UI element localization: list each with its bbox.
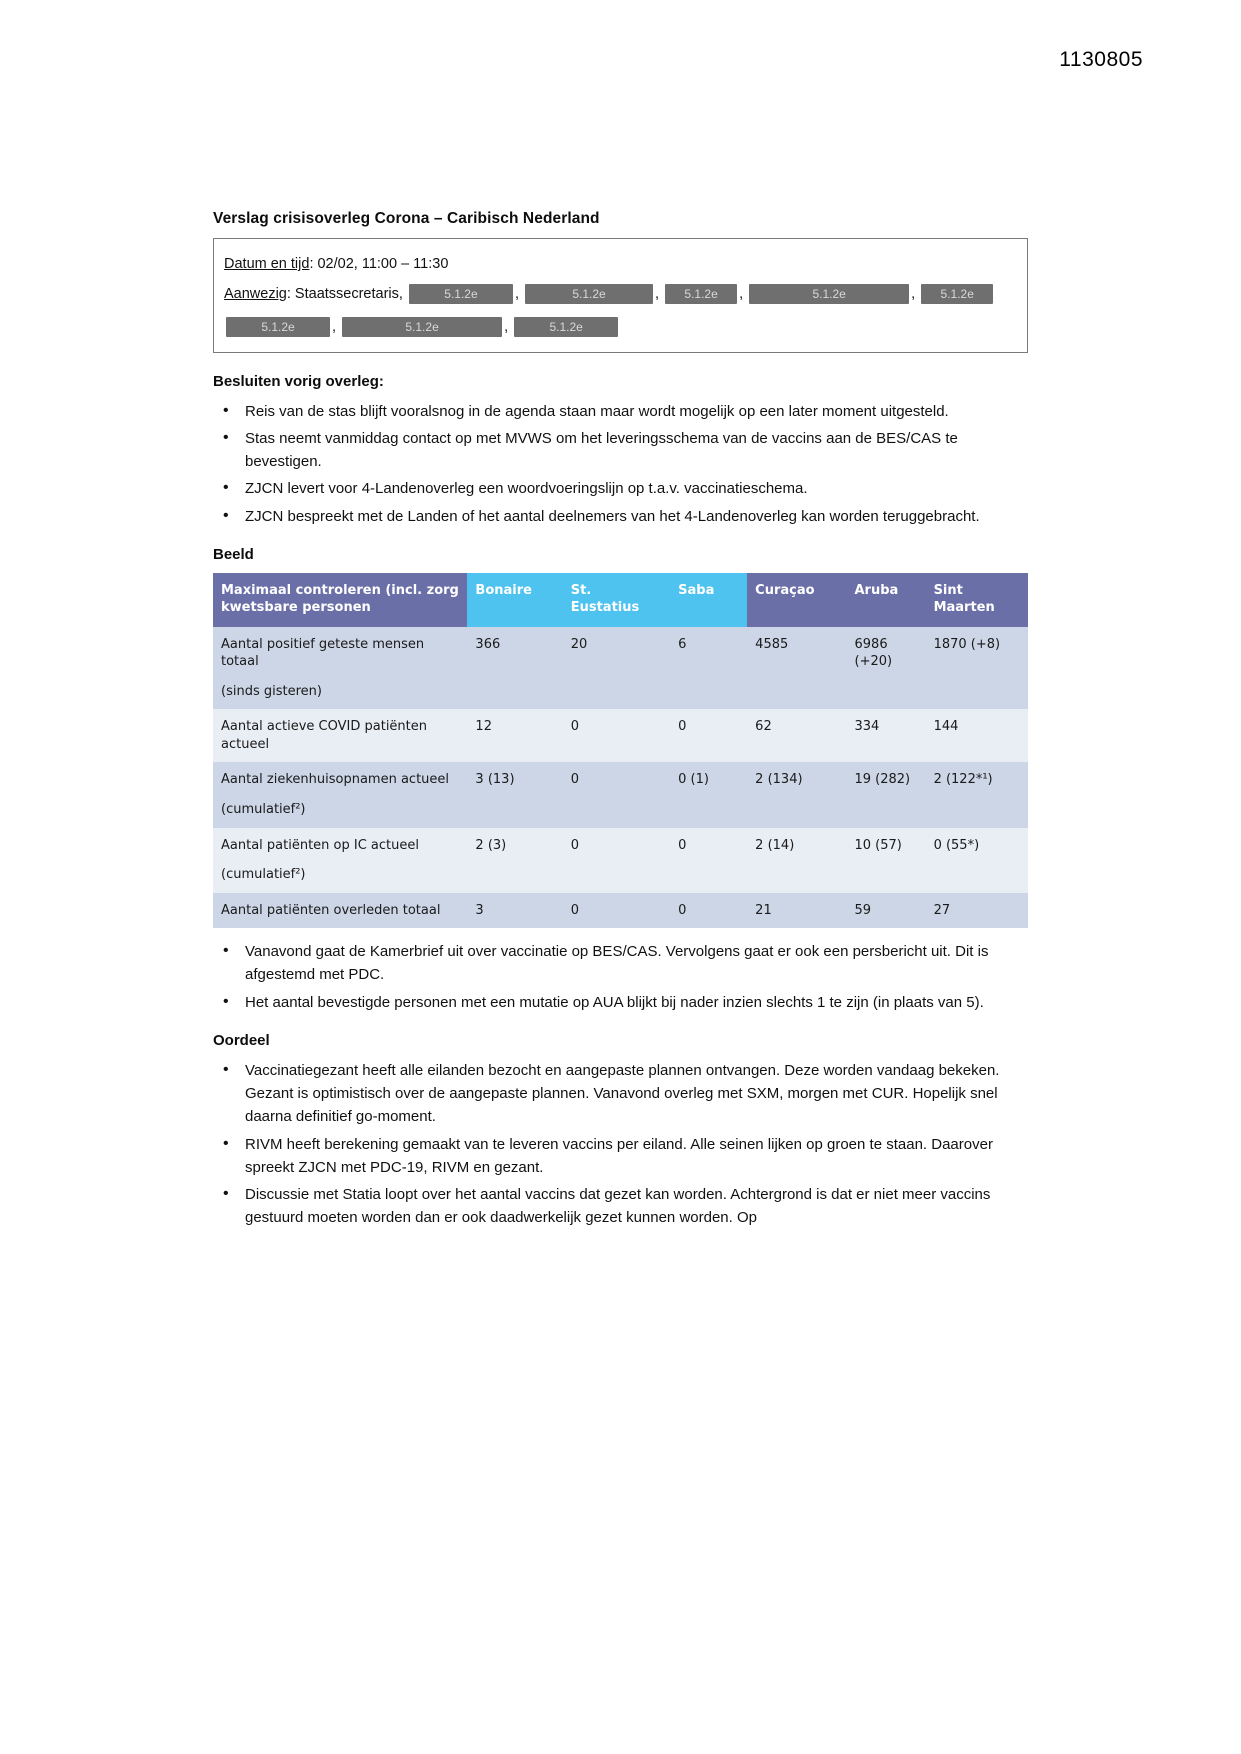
row-label	[213, 828, 467, 893]
cell-value: 19 (282)	[847, 762, 926, 827]
list-item: • Het aantal bevestigde personen met een mutatie op AUA blijkt bij nader inzien slechts 1 te zijn (in plaats van 5).	[245, 991, 1028, 1014]
oordeel-list	[213, 1059, 1028, 1230]
row-label-main: Aantal ziekenhuisopnamen actueel	[221, 772, 450, 788]
cell-value: 6	[670, 627, 747, 710]
row-label-sub: (cumulatief²)	[221, 801, 306, 817]
cell-value: 0	[563, 762, 670, 827]
list-item: • Vanavond gaat de Kamerbrief uit over vaccinatie op BES/CAS. Vervolgens gaat er ook een persbericht uit. Dit is afgestemd met PDC.	[245, 940, 1028, 987]
cell-value: 59	[847, 893, 926, 929]
table-header-row	[213, 573, 1028, 627]
meta-attendees-value: : Staatssecretaris,	[286, 285, 403, 302]
cell-value: 3 (13)	[467, 762, 562, 827]
cell-value: 20	[563, 627, 670, 710]
redaction-box: 5.1.2e	[409, 284, 513, 304]
column-header-aruba: Aruba	[847, 573, 926, 627]
list-item: • RIVM heeft berekening gemaakt van te leveren vaccins per eiland. Alle seinen lijken op groen te staan. Daarover spreekt ZJCN met PDC-19, RIVM en gezant.	[245, 1133, 1028, 1180]
cell-value: 2 (134)	[747, 762, 846, 827]
cell-value: 2 (3)	[467, 828, 562, 893]
row-label-main: Aantal patiënten op IC actueel	[221, 837, 419, 853]
table-row	[213, 893, 1028, 929]
redaction-box: 5.1.2e	[665, 284, 737, 304]
cell-value: 0	[563, 828, 670, 893]
decisions-heading: Besluiten vorig overleg:	[213, 372, 384, 390]
row-label-sub: (sinds gisteren)	[221, 683, 322, 699]
cell-value: 4585	[747, 627, 846, 710]
document-content	[213, 210, 1028, 1236]
cell-value: 21	[747, 893, 846, 929]
redaction-box: 5.1.2e	[749, 284, 909, 304]
decisions-list	[213, 400, 1028, 528]
cell-value: 334	[847, 709, 926, 762]
meta-date-value: : 02/02, 11:00 – 11:30	[309, 256, 449, 272]
row-label: Aantal actieve COVID patiënten actueel	[213, 709, 467, 762]
redaction-box: 5.1.2e	[921, 284, 993, 304]
list-item: • Discussie met Statia loopt over het aantal vaccins dat gezet kan worden. Achtergrond is dat er niet meer vaccins gestuurd moeten worden dan er ook daadwerkelijk gezet kunnen worden. Op	[245, 1183, 1028, 1230]
column-header-curacao: Curaçao	[747, 573, 846, 627]
meta-attendees-line: Aanwezig: Staatssecretaris, 5.1.2e , 5.1.2e , 5.1.2e , 5.1.2e , 5.1.2e	[224, 281, 1017, 309]
row-label-sub: (cumulatief²)	[221, 867, 306, 883]
table-row	[213, 762, 1028, 827]
meta-date-label: Datum en tijd	[224, 256, 310, 272]
list-item: • Vaccinatiegezant heeft alle eilanden bezocht en aangepaste plannen ontvangen. Deze worden vandaag bekeken. Gezant is optimistisch over de aangepaste plannen. Vanavond overleg met SXM, morgen met CUR. Hopelijk snel daarna definitief go-moment.	[245, 1059, 1028, 1129]
redaction-box: 5.1.2e	[342, 317, 502, 337]
cell-value: 0	[670, 709, 747, 762]
column-header-bonaire: Bonaire	[467, 573, 562, 627]
cell-value: 10 (57)	[847, 828, 926, 893]
row-label	[213, 762, 467, 827]
column-header-sint-maarten: Sint Maarten	[926, 573, 1028, 627]
meta-attendees-label: Aanwezig	[224, 285, 287, 302]
cell-value: 0 (1)	[670, 762, 747, 827]
list-item: • Stas neemt vanmiddag contact op met MVWS om het leveringsschema van de vaccins aan de BES/CAS te bevestigen.	[245, 427, 1028, 474]
cell-value: 366	[467, 627, 562, 710]
covid-figures-table	[213, 573, 1028, 928]
cell-value: 62	[747, 709, 846, 762]
beeld-list	[213, 940, 1028, 1014]
oordeel-heading: Oordeel	[213, 1031, 270, 1049]
redaction-box: 5.1.2e	[525, 284, 653, 304]
redaction-box: 5.1.2e	[226, 317, 330, 337]
cell-value: 0	[563, 709, 670, 762]
list-item: • Reis van de stas blijft vooralsnog in de agenda staan maar wordt mogelijk op een later moment uitgesteld.	[245, 400, 1028, 423]
row-label-main: Aantal positief geteste mensen totaal	[221, 636, 425, 670]
cell-value: 0 (55*)	[926, 828, 1028, 893]
redaction-box: 5.1.2e	[514, 317, 618, 337]
row-label: Aantal patiënten overleden totaal	[213, 893, 467, 929]
meta-box	[213, 238, 1028, 353]
cell-value: 3	[467, 893, 562, 929]
table-row	[213, 627, 1028, 710]
meta-date-line	[224, 251, 1017, 279]
cell-value: 144	[926, 709, 1028, 762]
cell-value: 12	[467, 709, 562, 762]
column-header-metric: Maximaal controleren (incl. zorg kwetsbare personen	[213, 573, 467, 627]
list-item: • ZJCN bespreekt met de Landen of het aantal deelnemers van het 4-Landenoverleg kan worden teruggebracht.	[245, 505, 1028, 528]
cell-value: 1870 (+8)	[926, 627, 1028, 710]
document-number: 1130805	[1059, 48, 1143, 71]
cell-value: 2 (14)	[747, 828, 846, 893]
beeld-heading: Beeld	[213, 545, 254, 563]
page-title: Verslag crisisoverleg Corona – Caribisch Nederland	[213, 210, 600, 227]
meta-attendees-line-2: 5.1.2e , 5.1.2e , 5.1.2e	[224, 314, 1017, 342]
table-row	[213, 828, 1028, 893]
cell-value: 27	[926, 893, 1028, 929]
column-header-st-eustatius: St. Eustatius	[563, 573, 670, 627]
cell-value: 2 (122*¹)	[926, 762, 1028, 827]
cell-value: 0	[563, 893, 670, 929]
table-row	[213, 709, 1028, 762]
row-label	[213, 627, 467, 710]
column-header-saba: Saba	[670, 573, 747, 627]
cell-value: 6986 (+20)	[847, 627, 926, 710]
cell-value: 0	[670, 828, 747, 893]
list-item: • ZJCN levert voor 4-Landenoverleg een woordvoeringslijn op t.a.v. vaccinatieschema.	[245, 477, 1028, 500]
cell-value: 0	[670, 893, 747, 929]
